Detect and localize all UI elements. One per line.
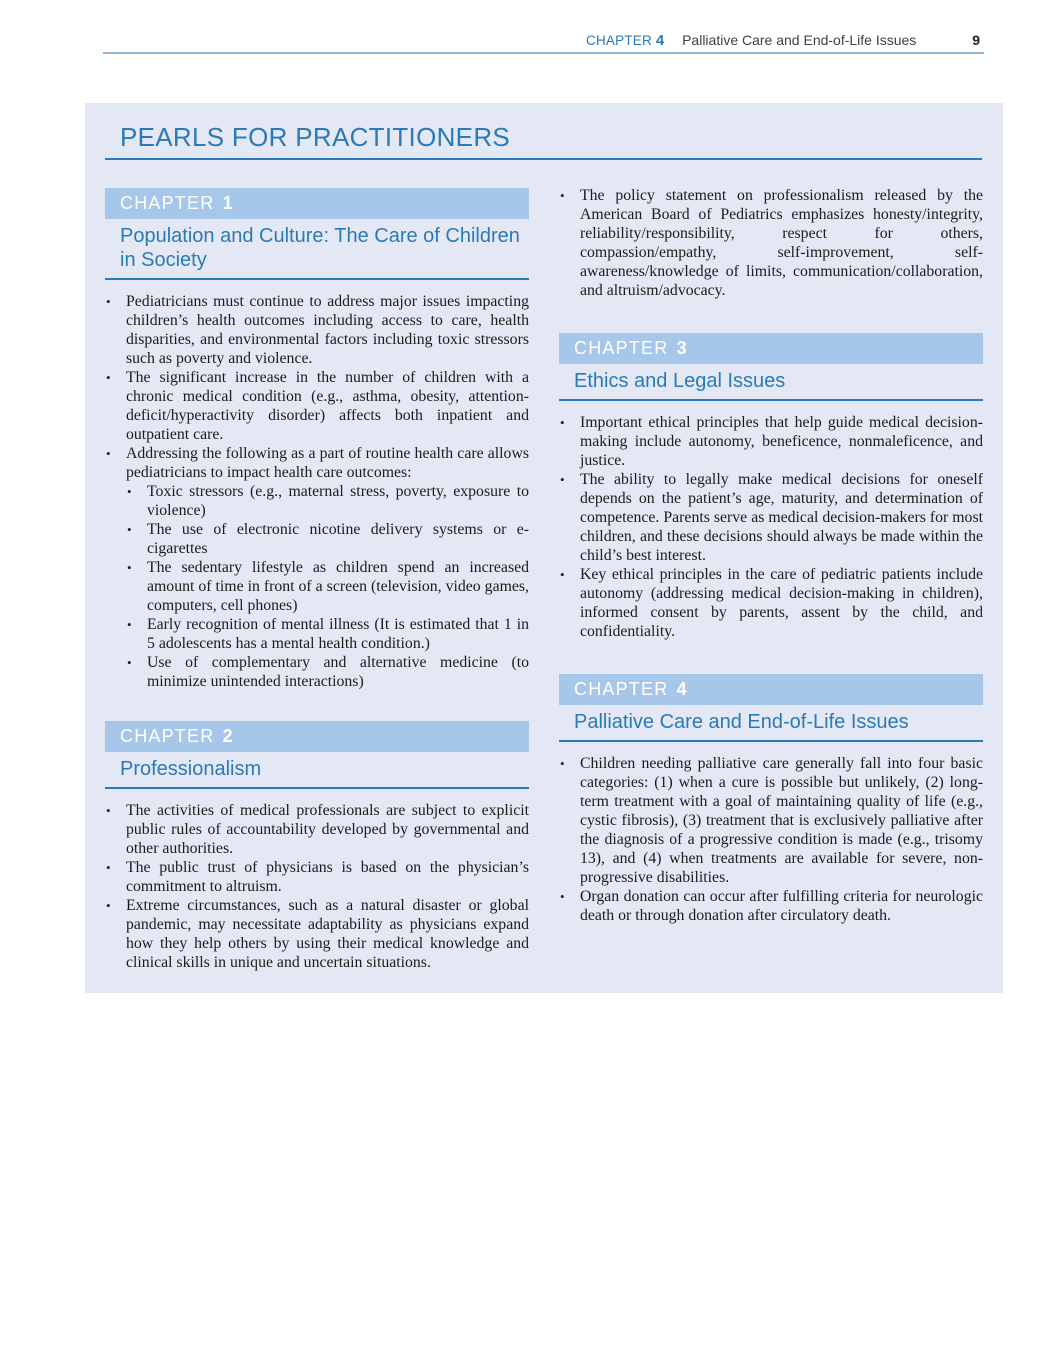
chapter-4-label: CHAPTER bbox=[574, 679, 669, 699]
sub-list-item: • Use of complementary and alternative medicine (to minimize unintended interactions) bbox=[126, 653, 529, 691]
list-item: • The ability to legally make medical decisions for oneself depends on the patient’s age, maturity, and determination of competence. Parents serve as medical decision-makers for most children, and these decisions should always be made within the child’s best interest. bbox=[559, 470, 983, 565]
list-item: • Important ethical principles that help guide medical decision-making include autonomy, beneficence, nonmaleficence, and justice. bbox=[559, 413, 983, 470]
chapter-4-bullets bbox=[559, 754, 983, 925]
chapter-3-section bbox=[559, 333, 983, 641]
chapter-1-number: 1 bbox=[222, 193, 233, 213]
chapter-4-section bbox=[559, 674, 983, 925]
chapter-3-bar bbox=[559, 333, 983, 364]
chapter-1-title: Population and Culture: The Care of Children in Society bbox=[105, 219, 529, 280]
list-item: • The public trust of physicians is based on the physician’s commitment to altruism. bbox=[105, 858, 529, 896]
list-item: • Key ethical principles in the care of pediatric patients include autonomy (addressing medical decision-making in children), informed consent by parents, assent by the child, and confidentiality. bbox=[559, 565, 983, 641]
running-head bbox=[103, 28, 984, 54]
chapter-1-bullets bbox=[105, 292, 529, 691]
chapter-2-section bbox=[105, 721, 529, 972]
sub-list-item: • Toxic stressors (e.g., maternal stress, poverty, exposure to violence) bbox=[126, 482, 529, 520]
chapter-3-bullets bbox=[559, 413, 983, 641]
page-number: 9 bbox=[972, 32, 980, 48]
chapter-3-label: CHAPTER bbox=[574, 338, 669, 358]
chapter-4-bar bbox=[559, 674, 983, 705]
list-item bbox=[105, 444, 529, 691]
chapter-3-title: Ethics and Legal Issues bbox=[559, 364, 983, 401]
pearls-panel bbox=[85, 103, 1003, 993]
panel-title: PEARLS FOR PRACTITIONERS bbox=[105, 120, 982, 160]
chapter-2-bullets bbox=[105, 801, 529, 972]
sub-list-item: • The use of electronic nicotine delivery systems or e-cigarettes bbox=[126, 520, 529, 558]
chapter-2-number: 2 bbox=[222, 726, 233, 746]
chapter-1-section bbox=[105, 188, 529, 691]
sub-list-item: • The sedentary lifestyle as children spend an increased amount of time in front of a screen (television, video games, computers, cell phones) bbox=[126, 558, 529, 615]
list-item: • The policy statement on professionalism released by the American Board of Pediatrics emphasizes honesty/integrity, reliability/responsibility, respect for others, compassion/empathy, self-improvement, self-awareness/knowledge of limits, communication/collaboration, and altruism/advocacy. bbox=[559, 186, 983, 300]
list-item: • The significant increase in the number of children with a chronic medical condition (e.g., asthma, obesity, attention-deficit/hyperactivity disorder) affects both inpatient and outpatient care. bbox=[105, 368, 529, 444]
chapter-1-sub-bullets bbox=[126, 482, 529, 691]
running-head-chapter-title: Palliative Care and End-of-Life Issues bbox=[682, 32, 917, 48]
chapter-1-bar bbox=[105, 188, 529, 219]
chapter-1-label: CHAPTER bbox=[120, 193, 215, 213]
running-head-chapter-number: 4 bbox=[655, 32, 665, 49]
chapter-3-number: 3 bbox=[676, 338, 687, 358]
running-head-text bbox=[586, 32, 984, 49]
list-item: • Children needing palliative care generally fall into four basic categories: (1) when a cure is possible but unlikely, (2) long-term treatment with a goal of maintaining quality of life (e.g., cystic fibrosis), (3) treatment that is exclusively palliative after the diagnosis of a progressive condition is made (e.g., trisomy 13), and (4) when treatments are available for severe, non-progressive disabilities. bbox=[559, 754, 983, 887]
chapter-2-label: CHAPTER bbox=[120, 726, 215, 746]
chapter-4-title: Palliative Care and End-of-Life Issues bbox=[559, 705, 983, 742]
list-item: • Pediatricians must continue to address major issues impacting children’s health outcomes including access to care, health disparities, and environmental factors including toxic stressors such as poverty and violence. bbox=[105, 292, 529, 368]
left-column bbox=[105, 188, 529, 972]
chapter-4-number: 4 bbox=[676, 679, 687, 699]
chapter-2-title: Professionalism bbox=[105, 752, 529, 789]
chapter-2-continued-bullets bbox=[559, 186, 983, 300]
list-item: • Extreme circumstances, such as a natural disaster or global pandemic, may necessitate adaptability as physicians expand how they help others by using their medical knowledge and clinical skills in unique and uncertain situations. bbox=[105, 896, 529, 972]
list-item: • Organ donation can occur after fulfilling criteria for neurologic death or through donation after circulatory death. bbox=[559, 887, 983, 925]
running-head-chapter-label: CHAPTER bbox=[586, 33, 652, 48]
sub-list-item: • Early recognition of mental illness (It is estimated that 1 in 5 adolescents has a mental health condition.) bbox=[126, 615, 529, 653]
list-item: • The activities of medical professionals are subject to explicit public rules of accountability developed by governmental and other authorities. bbox=[105, 801, 529, 858]
chapter-2-bar bbox=[105, 721, 529, 752]
list-item-text: Addressing the following as a part of routine health care allows pediatricians to impact health care outcomes: bbox=[126, 445, 529, 481]
right-column bbox=[559, 188, 983, 925]
